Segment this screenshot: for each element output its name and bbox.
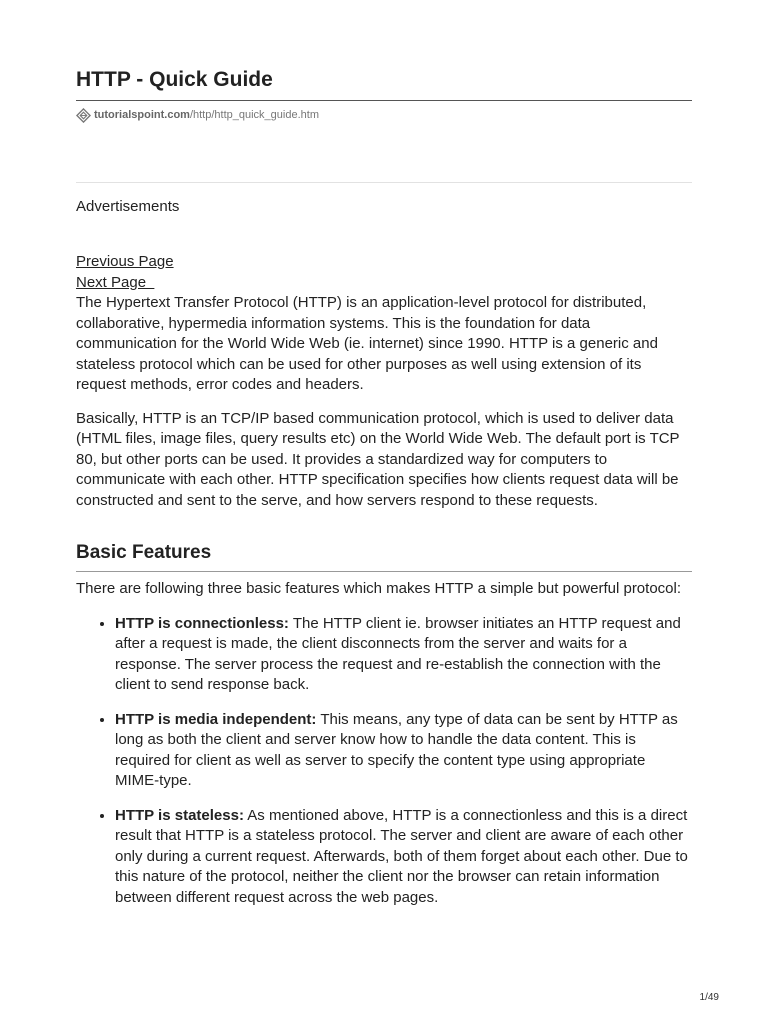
- article-body: [76, 293, 692, 922]
- list-item: [115, 710, 692, 792]
- feature-text: This means, any type of data can be sent by HTTP as long as both the client and server know how to handle the data content. This is required for client as well as server to specify the content type using appropriate MIME-type.: [115, 710, 678, 789]
- source-path: /http/http_quick_guide.htm: [189, 109, 319, 121]
- section-heading-divider: [76, 571, 692, 572]
- list-item: [115, 614, 692, 696]
- page-navigation: [76, 251, 174, 293]
- feature-term: HTTP is stateless:: [115, 806, 244, 824]
- source-domain: tutorialspoint.com: [94, 109, 190, 121]
- page-number: 1/49: [699, 992, 719, 1003]
- feature-list: [76, 614, 692, 909]
- page-title: HTTP - Quick Guide: [76, 68, 273, 91]
- section-divider: [76, 182, 692, 183]
- source-link[interactable]: [76, 107, 319, 123]
- feature-text: The HTTP client ie. browser initiates an HTTP request and after a request is made, the client disconnects from the server and waits for a response. The server process the request and re-establish the connection with the client to send response back.: [115, 614, 681, 693]
- feature-term: HTTP is media independent:: [115, 710, 317, 728]
- title-divider: [76, 100, 692, 101]
- next-page-link[interactable]: Next Page: [76, 274, 155, 291]
- feature-term: HTTP is connectionless:: [115, 614, 289, 632]
- feature-text: As mentioned above, HTTP is a connectionless and this is a direct result that HTTP is a stateless protocol. The server and client are aware of each other only during a current request. Afterwards, both of them forget about each other. Due to this nature of the protocol, neither the client nor the browser can retain information between different request across the web pages.: [115, 806, 688, 906]
- advertisements-label: Advertisements: [76, 198, 180, 215]
- tutorialspoint-logo-icon: [76, 108, 91, 123]
- section-lead: There are following three basic features which makes HTTP a simple but powerful protocol:: [76, 580, 682, 597]
- section-heading: Basic Features: [76, 542, 212, 563]
- intro-paragraph-2: Basically, HTTP is an TCP/IP based communication protocol, which is used to deliver data (HTML files, image files, query results etc) on the World Wide Web. The default port is TCP 80, but other ports can be used. It provides a standardized way for computers to communicate with each other. HTTP specification specifies how clients request data will be constructed and sent to the serve, and how servers respond to these requests.: [76, 409, 680, 509]
- intro-paragraph-1: The Hypertext Transfer Protocol (HTTP) is an application-level protocol for distributed, collaborative, hypermedia information systems. This is the foundation for data communication for the World Wide Web (ie. internet) since 1990. HTTP is a generic and stateless protocol which can be used for other purposes as well using extension of its request methods, error codes and headers.: [76, 294, 658, 393]
- list-item: [115, 806, 692, 909]
- previous-page-link[interactable]: Previous Page: [76, 253, 174, 270]
